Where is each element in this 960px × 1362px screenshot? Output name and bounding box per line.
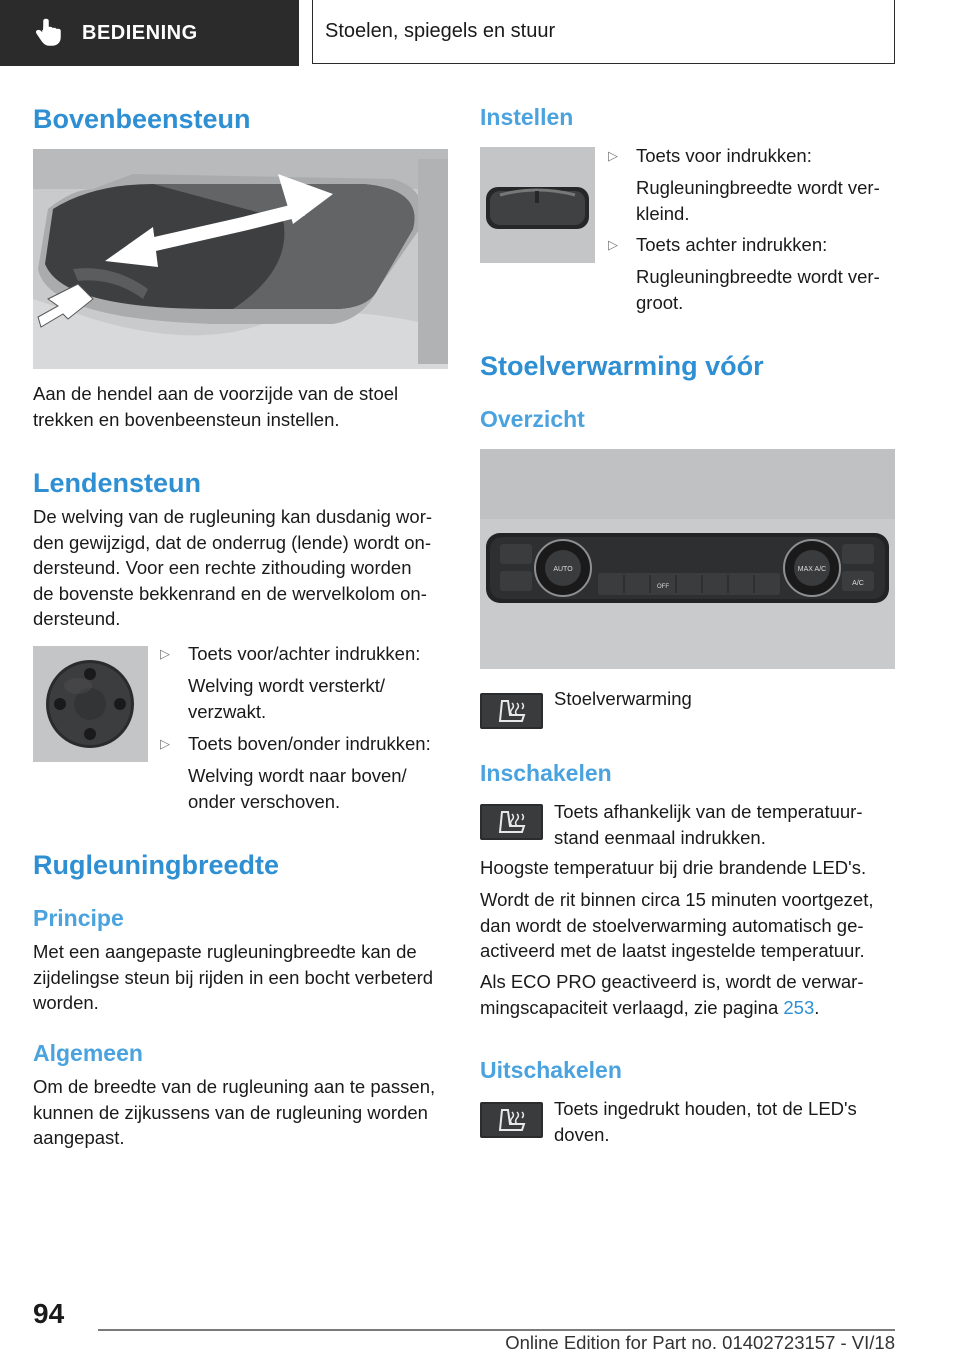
principe-text: Met een aangepaste rugleuningbreedte kan de zijdelingse steun bij rijden in een bocht verbeterd worden. (33, 941, 434, 1013)
seat-thigh-support-image (33, 149, 448, 369)
panel-label-auto: AUTO (553, 566, 573, 573)
panel-label-off: OFF (657, 584, 669, 590)
hand-pointer-icon (34, 18, 64, 48)
bullet-detail: Welving wordt naar boven/ onder verschoven. (188, 765, 407, 812)
bullet-detail: Rugleuningbreedte wordt ver- groot. (636, 266, 880, 313)
footer-edition: Online Edition for Part no. 01402723157 - VI/18 (505, 1332, 895, 1353)
climate-control-panel-image (480, 449, 895, 669)
eco-pro-text: Als ECO PRO geactiveerd is, wordt de verwar- mingscapaciteit verlaagd, zie pagina 253. (480, 971, 864, 1018)
algemeen-text: Om de breedte van de rugleuning aan te passen, kunnen de zijkussens van de rugleuning worden aangepast. (33, 1076, 436, 1148)
heading-stoelverwarming: Stoelverwarming vóór (480, 351, 764, 381)
seat-heating-icon (480, 693, 543, 729)
triangle-bullet-icon: ▷ (160, 646, 170, 661)
chapter-title: Stoelen, spiegels en stuur (312, 0, 895, 64)
heading-bovenbeensteun: Bovenbeensteun (33, 104, 251, 134)
triangle-bullet-icon: ▷ (608, 237, 618, 252)
triangle-bullet-icon: ▷ (160, 736, 170, 751)
heading-principe: Principe (33, 905, 124, 931)
heading-lendensteun: Lendensteun (33, 468, 202, 498)
heading-rugleuningbreedte: Rugleuningbreedte (33, 850, 280, 880)
header-section-tab (0, 0, 299, 66)
uitschakelen-text: Toets ingedrukt houden, tot de LED's doven. (554, 1098, 857, 1145)
heading-inschakelen: Inschakelen (480, 760, 612, 786)
section-label: BEDIENING (82, 21, 198, 44)
hoogste-text: Hoogste temperatuur bij drie brandende LED's. (480, 857, 867, 878)
seat-heating-caption: Stoelverwarming (554, 688, 692, 709)
backrest-width-button-image (480, 147, 595, 263)
triangle-bullet-icon: ▷ (608, 148, 618, 163)
seat-heating-icon (480, 1102, 543, 1138)
footer-divider (98, 1329, 895, 1331)
heading-instellen: Instellen (480, 104, 574, 130)
bovenbeensteun-text: Aan de hendel aan de voorzijde van de stoel trekken en bovenbeensteun instellen. (33, 383, 399, 430)
heading-algemeen: Algemeen (33, 1040, 143, 1066)
lumbar-support-button-image (33, 646, 148, 762)
heading-overzicht: Overzicht (480, 406, 585, 432)
seat-heating-icon (480, 804, 543, 840)
lendensteun-text: De welving van de rugleuning kan dusdanig wor- den gewijzigd, dat de onderrug (lende) wordt on- dersteund. Voor een rechte zithouding worden de bovenste bekkenrand en de wervelkolom on- dersteund. (33, 506, 433, 629)
bullet-detail: Rugleuningbreedte wordt ver- kleind. (636, 177, 880, 224)
bullet-detail: Welving wordt versterkt/ verzwakt. (188, 675, 386, 722)
panel-label-max-ac: MAX A/C (797, 566, 827, 573)
page-link-253[interactable]: 253 (783, 996, 815, 1018)
page-number: 94 (33, 1298, 65, 1329)
inschakelen-text: Toets afhankelijk van de temperatuur- stand eenmaal indrukken. (554, 801, 863, 848)
heading-uitschakelen: Uitschakelen (480, 1057, 622, 1083)
auto-reactivation-text: Wordt de rit binnen circa 15 minuten voortgezet, dan wordt de stoelverwarming automatisch ge- activeerd met de laatst ingestelde temperatuur. (480, 889, 874, 961)
panel-label-ac: A/C (852, 580, 864, 587)
